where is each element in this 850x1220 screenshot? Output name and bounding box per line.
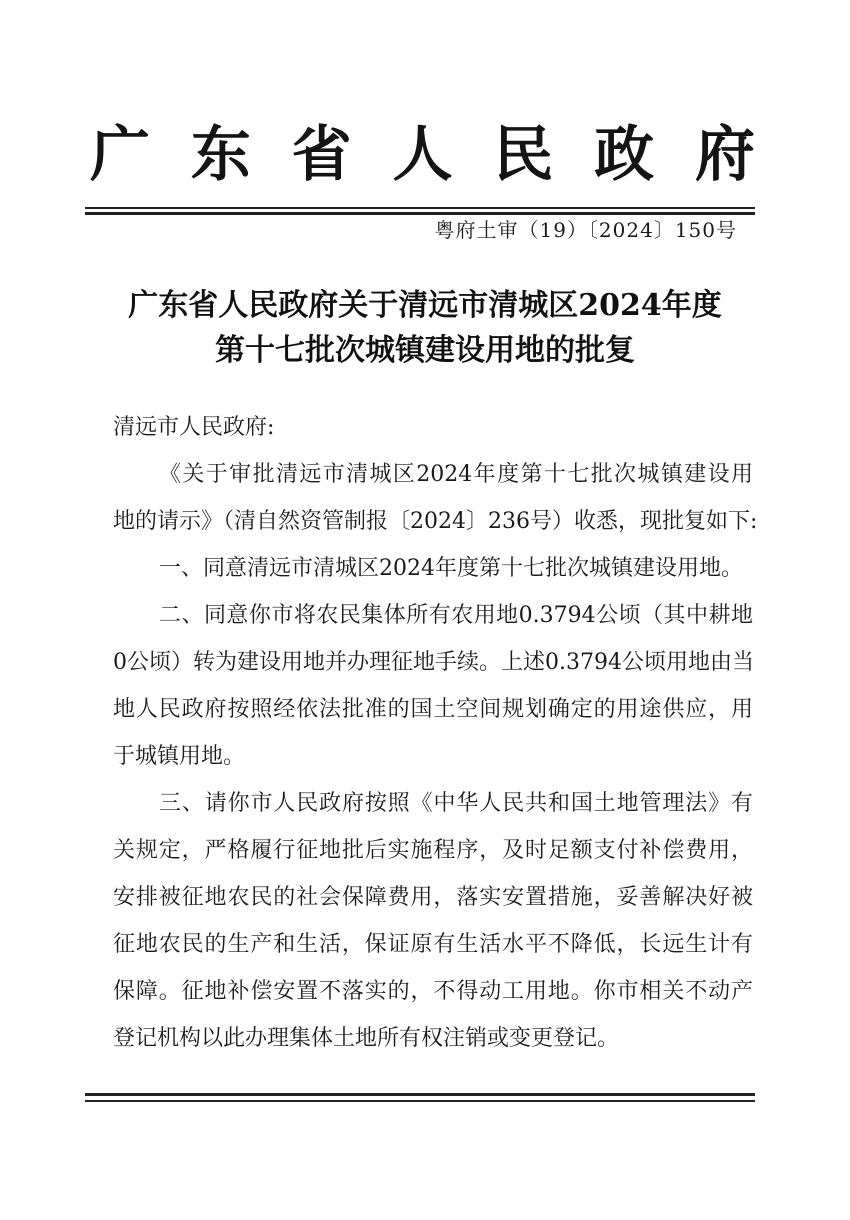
masthead-char: 省: [291, 120, 352, 190]
footer-divider-thin: [85, 1100, 755, 1102]
paragraph-line: 0公顷）转为建设用地并办理征地手续。上述0.3794公顷用地由当: [113, 650, 754, 675]
paragraph-line: 征地农民的生产和生活，保证原有生活水平不降低，长远生计有: [113, 932, 753, 957]
header-divider-thin: [85, 207, 755, 209]
footer-divider-thick: [85, 1093, 755, 1096]
document-number: 粤府土审（19）〔2024〕150号: [434, 218, 737, 242]
title-line: 第十七批次城镇建设用地的批复: [215, 333, 635, 368]
salutation: 清远市人民政府:: [113, 415, 275, 440]
masthead-char: 府: [694, 120, 755, 190]
paragraph-line: 三、请你市人民政府按照《中华人民共和国土地管理法》有: [159, 791, 753, 816]
paragraph-line: 一、同意清远市清城区2024年度第十七批次城镇建设用地。: [159, 556, 743, 581]
masthead-char: 民: [493, 120, 554, 190]
paragraph-line: 地的请示》（清自然资管制报〔2024〕236号）收悉，现批复如下:: [113, 509, 758, 534]
document-title: [95, 283, 755, 373]
paragraph-line: 安排被征地农民的社会保障费用，落实安置措施，妥善解决好被: [113, 885, 753, 910]
masthead-char: 人: [392, 120, 453, 190]
paragraph-line: 于城镇用地。: [113, 744, 246, 769]
paragraph-line: 关规定，严格履行征地批后实施程序，及时足额支付补偿费用，: [113, 838, 753, 863]
paragraph-line: 保障。征地补偿安置不落实的，不得动工用地。你市相关不动产: [113, 979, 753, 1004]
paragraph-line: 二、同意你市将农民集体所有农用地0.3794公顷（其中耕地: [159, 603, 753, 628]
paragraph-line: 登记机构以此办理集体土地所有权注销或变更登记。: [113, 1026, 620, 1051]
header-divider-thick: [85, 212, 755, 215]
issuer-masthead: [85, 118, 760, 192]
masthead-char: 广: [90, 120, 150, 190]
paragraph-line: 《关于审批清远市清城区2024年度第十七批次城镇建设用: [159, 462, 753, 487]
title-line: 广东省人民政府关于清远市清城区2024年度: [128, 288, 722, 323]
masthead-char: 东: [190, 120, 251, 190]
document-body: [113, 404, 758, 1062]
masthead-char: 政: [594, 120, 655, 190]
paragraph-line: 地人民政府按照经依法批准的国土空间规划确定的用途供应，用: [113, 697, 753, 722]
